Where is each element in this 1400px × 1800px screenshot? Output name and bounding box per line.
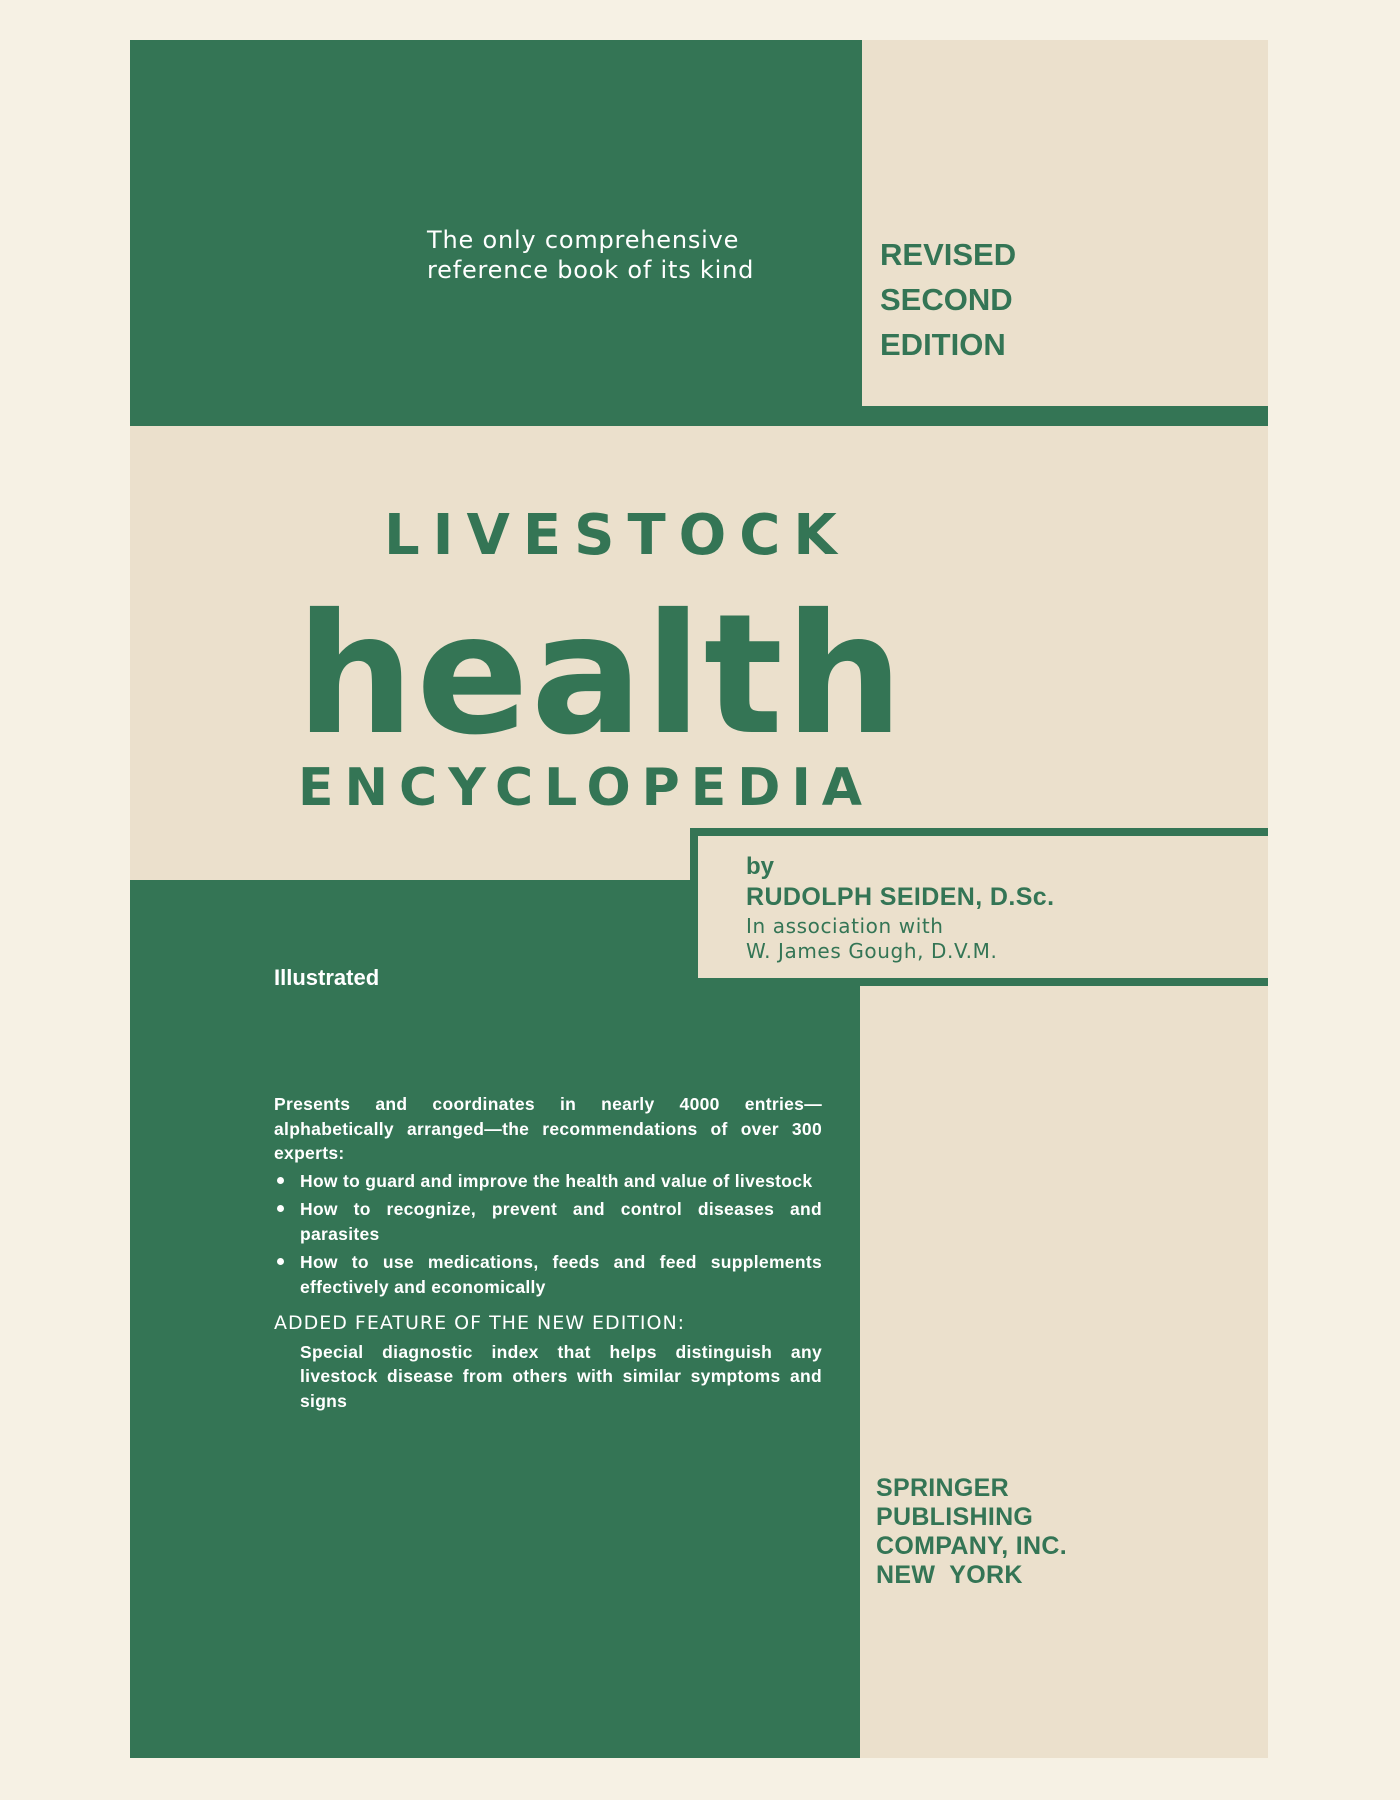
- blurb-bullet-text: How to recognize, prevent and control diseases and parasites: [300, 1199, 822, 1244]
- publisher-line-1: SPRINGER: [876, 1474, 1009, 1502]
- tagline-line-2: reference book of its kind: [427, 256, 755, 284]
- publisher-line-3: COMPANY, INC.: [876, 1532, 1067, 1560]
- blurb-bullet-text: How to guard and improve the health and value of livestock: [300, 1170, 813, 1191]
- bullet-dot-icon: [277, 1258, 284, 1265]
- association-text: In association with: [746, 914, 944, 938]
- book-cover: [130, 40, 1268, 1758]
- bullet-dot-icon: [277, 1205, 284, 1212]
- edition-line-3: EDITION: [880, 327, 1006, 362]
- blurb-bullet: [274, 1169, 822, 1194]
- publisher-line-2: PUBLISHING: [876, 1503, 1034, 1531]
- title-livestock: LIVESTOCK: [384, 503, 850, 568]
- edition-label: [880, 232, 1016, 367]
- blurb-bullet: [274, 1250, 822, 1299]
- co-author-block: [746, 914, 997, 964]
- tagline: [427, 225, 754, 285]
- blurb-bullet: [274, 1197, 822, 1246]
- bullet-dot-icon: [277, 1177, 284, 1184]
- title-encyclopedia: ENCYCLOPEDIA: [298, 758, 874, 818]
- cover-blurb: [274, 1092, 822, 1413]
- illustrated-label: Illustrated: [274, 965, 380, 990]
- title-health: health: [296, 579, 906, 772]
- edition-line-2: SECOND: [880, 282, 1013, 317]
- co-author-name: W. James Gough, D.V.M.: [746, 939, 998, 963]
- blurb-bullet-text: How to use medications, feeds and feed supplements effectively and economically: [300, 1252, 822, 1297]
- byline-by: by: [746, 853, 775, 880]
- feature-text: Special diagnostic index that helps distinguish any livestock disease from others with similar symptoms and signs: [300, 1341, 822, 1411]
- blurb-intro: Presents and coordinates in nearly 4000 entries—alphabetically arranged—the recommendations of over 300 experts:: [274, 1094, 822, 1163]
- feature-heading: ADDED FEATURE OF THE NEW EDITION:: [274, 1312, 686, 1334]
- edition-divider-stripe: [862, 406, 1268, 426]
- author-box: [690, 828, 1268, 986]
- publisher-line-4: NEW YORK: [876, 1561, 1023, 1589]
- publisher-imprint: [876, 1474, 1067, 1590]
- blurb-bullet-list: [274, 1169, 822, 1300]
- tagline-line-1: The only comprehensive: [427, 226, 740, 254]
- author-name: RUDOLPH SEIDEN, D.Sc.: [746, 883, 1055, 911]
- edition-line-1: REVISED: [880, 237, 1017, 272]
